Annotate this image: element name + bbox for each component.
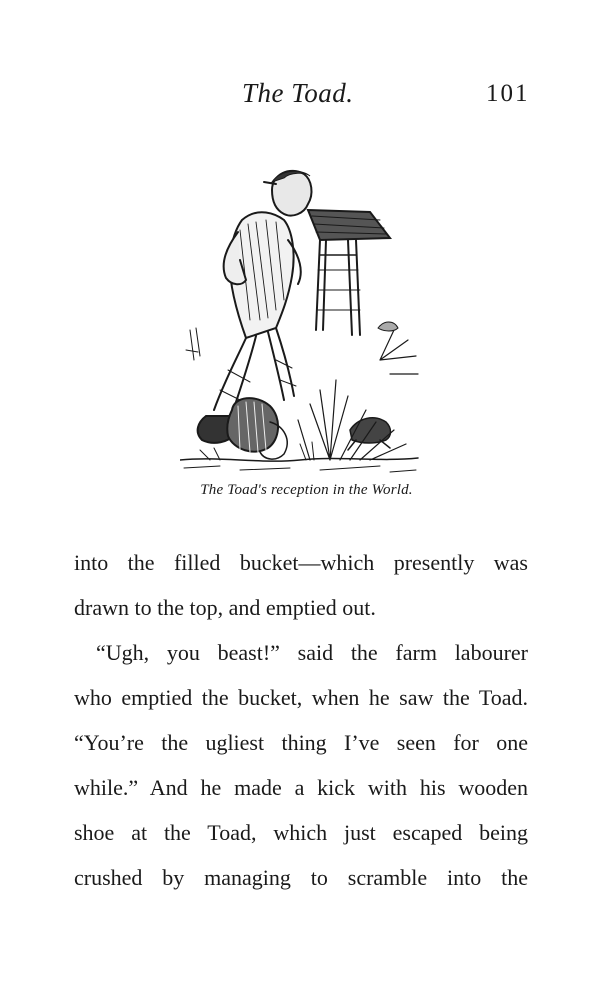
illustration-caption: The Toad's reception in the World. [200,482,413,498]
engraving-illustration [180,160,420,478]
running-title: The Toad. [242,78,354,108]
page-number: 101 [486,80,530,107]
text-line: who emptied the bucket, when he saw the Toad. [74,685,528,710]
body-text [74,540,528,900]
text-line: “Ugh, you beast!” said the farm labourer [96,640,528,665]
text-line: into the filled bucket—which presently was [74,550,528,575]
text-line: crushed by managing to scramble into the [74,865,528,890]
text-line: drawn to the top, and emptied out. [74,595,376,620]
ground [180,458,418,461]
text-line: “You’re the ugliest thing I’ve seen for one [74,730,528,755]
bucket [227,398,278,451]
well-roof [308,210,390,240]
text-line: shoe at the Toad, which just escaped being [74,820,528,845]
well-post-left [316,240,326,330]
running-head [0,78,613,118]
text-line: while.” And he made a kick with his wooden [74,775,528,800]
